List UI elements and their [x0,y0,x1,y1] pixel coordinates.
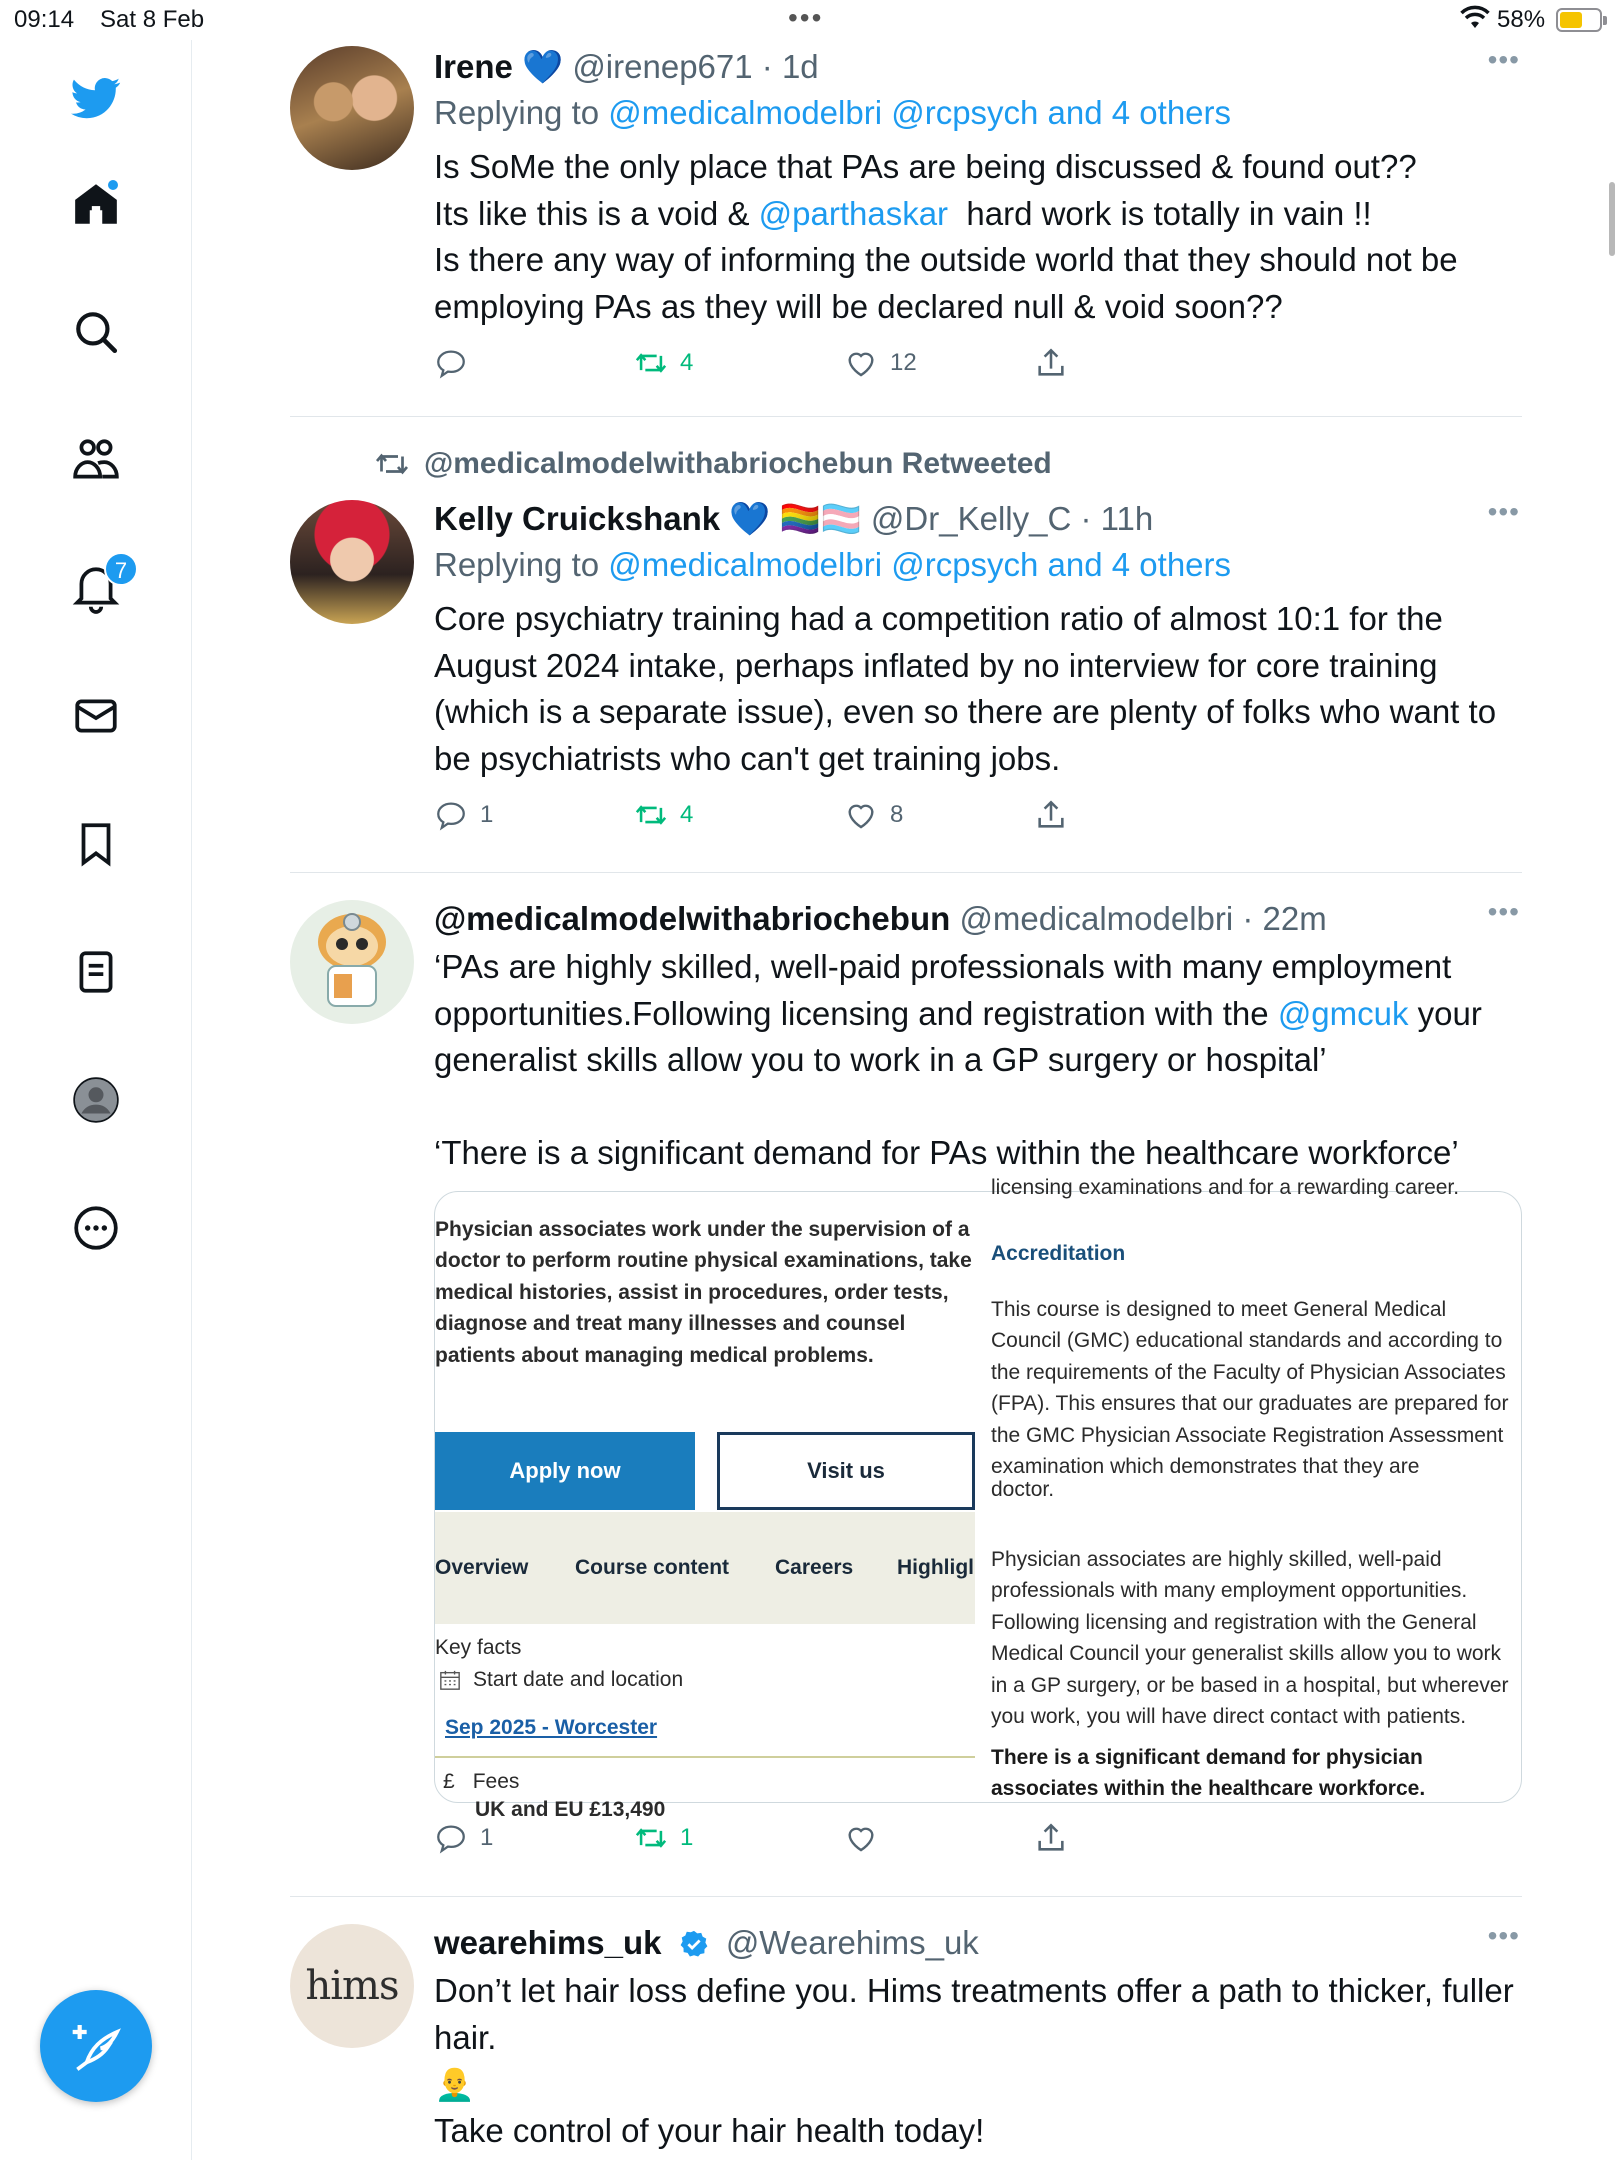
share-button[interactable] [1034,346,1068,380]
author-handle[interactable]: @irenep671 [572,48,753,85]
emoji: 👨‍🦲 [434,2065,476,2102]
like-icon [844,1821,878,1855]
image-apply-now-button: Apply now [435,1432,695,1510]
pound-icon: £ [443,1769,455,1793]
author-handle[interactable]: @Wearehims_uk [725,1924,979,1961]
accreditation-text: This course is designed to meet General Medical Council (GMC) educational standards and according to the requirements of the Faculty of Physician Associates (FPA). This ensures that our graduates are prepared for the GMC Physician Associate Registration Assessment examination which demonstrates that they are [991,1297,1509,1478]
compose-button[interactable] [40,1990,152,2102]
accreditation-heading: Accreditation [991,1241,1126,1265]
scrollbar[interactable] [1609,182,1615,256]
multitasking-dots-icon[interactable]: ••• [788,2,824,33]
cartoon-doctor-avatar-icon [304,906,400,1018]
author-name[interactable]: Kelly Cruickshank 💙 🏳️‍🌈🏳️‍⚧️ [434,500,862,537]
notifications-icon[interactable] [62,554,130,622]
avatar[interactable] [290,46,414,170]
divider [435,1756,975,1758]
communities-icon[interactable] [62,426,130,494]
retweet-icon [634,1821,668,1855]
replying-to-link[interactable]: @medicalmodelbri @rcpsych and 4 others [608,94,1232,131]
replying-to: Replying to @medicalmodelbri @rcpsych and 4 others [434,546,1232,583]
retweet-button[interactable]: 4 [634,798,693,832]
reply-icon [434,798,468,832]
retweet-button[interactable]: 4 [634,346,693,380]
image-tab: Overview [435,1555,529,1579]
notifications-badge: 7 [104,552,138,586]
reply-icon [434,1821,468,1855]
retweet-icon [634,798,668,832]
reply-button[interactable]: 1 [434,1821,493,1855]
sidebar-nav [0,40,192,2160]
author-handle[interactable]: @Dr_Kelly_C [870,500,1072,537]
reply-button[interactable]: 1 [434,798,493,832]
home-icon[interactable] [62,170,130,238]
more-options-icon[interactable]: ••• [1487,1920,1520,1951]
image-description-text: Physician associates work under the supervision of a doctor to perform routine physical examinations, take medical histories, assist in procedures, order tests, diagnose and treat many illnesses and counsel patients about managing medical problems. [435,1217,972,1367]
more-options-icon[interactable]: ••• [1487,44,1520,75]
verified-icon [679,1929,709,1959]
image-tab: Careers [775,1555,854,1579]
share-button[interactable] [1034,1821,1068,1855]
retweeted-by: @medicalmodelwithabriochebun Retweeted [374,446,1052,482]
image-tabbar [435,1512,975,1624]
more-icon[interactable] [62,1194,130,1262]
tweet-header: Irene 💙 @irenep671 · 1d [434,48,819,85]
tweet-text: Core psychiatry training had a competition ratio of almost 10:1 for the August 2024 intake, perhaps inflated by no interview for core training (which is a separate issue), even so there are plenty of folks who want to be psychiatrists who can't get training jobs. [434,600,1497,777]
twitter-bird-icon[interactable] [62,64,130,132]
profile-icon[interactable] [62,1066,130,1134]
image-key-facts [435,1624,975,1821]
reply-icon [434,346,468,380]
mention-link[interactable]: @gmcuk [1277,994,1409,1032]
like-button[interactable]: 12 [844,346,917,380]
tweet-text: Don’t let hair loss define you. Hims treatments offer a path to thicker, fuller hair. 👨‍🦲 Take control of your hair health today! [434,1968,1520,2154]
like-button[interactable] [844,1821,890,1855]
lists-icon[interactable] [62,938,130,1006]
image-visit-us-button: Visit us [717,1432,975,1510]
image-tab: Course content [575,1555,730,1579]
tweet-actions [434,1821,1520,1871]
key-facts-title: Key facts [435,1635,522,1659]
tweet-header: @medicalmodelwithabriochebun @medicalmodelbri · 22m [434,900,1327,937]
search-icon[interactable] [62,298,130,366]
battery-percent: 58% [1497,6,1546,33]
battery-icon [1556,8,1602,32]
like-button[interactable]: 8 [844,798,903,832]
image-tab: Highligl [897,1555,974,1579]
messages-icon[interactable] [62,682,130,750]
more-options-icon[interactable]: ••• [1487,496,1520,527]
careers-text: Physician associates are highly skilled, well-paid professionals with many employment opportunities. Following licensing and registration with the General Medical Council your generalist skills allow you to work in a GP surgery, or be based in a hospital, but wherever you work, you will have direct contact with patients. [991,1547,1509,1728]
mention-link[interactable]: @parthaskar [758,194,949,232]
tweet-time: 22m [1262,900,1327,937]
reply-button[interactable] [434,346,480,380]
tweet-actions [434,798,1520,848]
share-icon [1034,1821,1068,1855]
share-button[interactable] [1034,798,1068,832]
tweet-actions [434,346,1520,396]
accreditation-tail: doctor. [991,1477,1055,1501]
author-handle[interactable]: @medicalmodelbri [959,900,1234,937]
fees-value: UK and EU £13,490 [475,1797,666,1821]
avatar[interactable]: hims [290,1924,414,2048]
image-right-panel [975,1175,1523,1804]
replying-to: Replying to @medicalmodelbri @rcpsych and 4 others [434,94,1232,131]
replying-to-link[interactable]: @medicalmodelbri @rcpsych and 4 others [608,546,1232,583]
retweet-icon [634,346,668,380]
divider [290,1896,1522,1897]
tweet-text: ‘PAs are highly skilled, well-paid professionals with many employment opportunities.Following licensing and registration with the @gmcuk your generalist skills allow you to work in a GP surgery or hospital’ ‘There is a significant demand for PAs within the healthcare workforce’ [434,948,1482,1171]
status-bar [0,0,1620,40]
demand-text: There is a significant demand for physician associates within the healthcare workforce. [991,1745,1426,1800]
image-left-panel [435,1192,975,1821]
author-name[interactable]: @medicalmodelwithabriochebun [434,900,951,937]
tweet-image[interactable] [434,1175,1522,1821]
more-options-icon[interactable]: ••• [1487,896,1520,927]
divider [290,416,1522,417]
retweet-button[interactable]: 1 [634,1821,693,1855]
home-new-dot [106,178,120,192]
tweet-header [434,1920,1520,1966]
divider [290,872,1522,873]
like-icon [844,346,878,380]
avatar[interactable] [290,900,414,1024]
compose-icon [68,2018,124,2074]
share-icon [1034,346,1068,380]
author-name[interactable]: Irene 💙 [434,48,564,85]
start-date-row: Start date and location [439,1668,683,1692]
fees-row: £ Fees [443,1769,520,1793]
share-icon [1034,798,1068,832]
image-cut-text: licensing examinations and for a rewarding career. [991,1175,1460,1199]
tweet-time: 11h [1100,500,1154,537]
avatar[interactable] [290,500,414,624]
status-date: Sat 8 Feb [100,6,205,33]
wifi-icon [1460,6,1490,37]
author-name[interactable]: wearehims_uk [434,1924,662,1961]
tweet-time: 1d [781,48,819,85]
tweet-text: Is SoMe the only place that PAs are being discussed & found out?? Its like this is a void & @parthaskar hard work is totally in vain !! Is there any way of informing the outside world that they should not be employing PAs as they will be declared null & void soon?? [434,148,1458,325]
calendar-icon [439,1669,461,1691]
status-time: 09:14 [14,6,75,33]
start-date-value: Sep 2025 - Worcester [445,1715,658,1739]
tweet-header: Kelly Cruickshank 💙 🏳️‍🌈🏳️‍⚧️ @Dr_Kelly_C · 11h [434,500,1154,537]
bookmarks-icon[interactable] [62,810,130,878]
like-icon [844,798,878,832]
retweet-icon [374,446,410,482]
